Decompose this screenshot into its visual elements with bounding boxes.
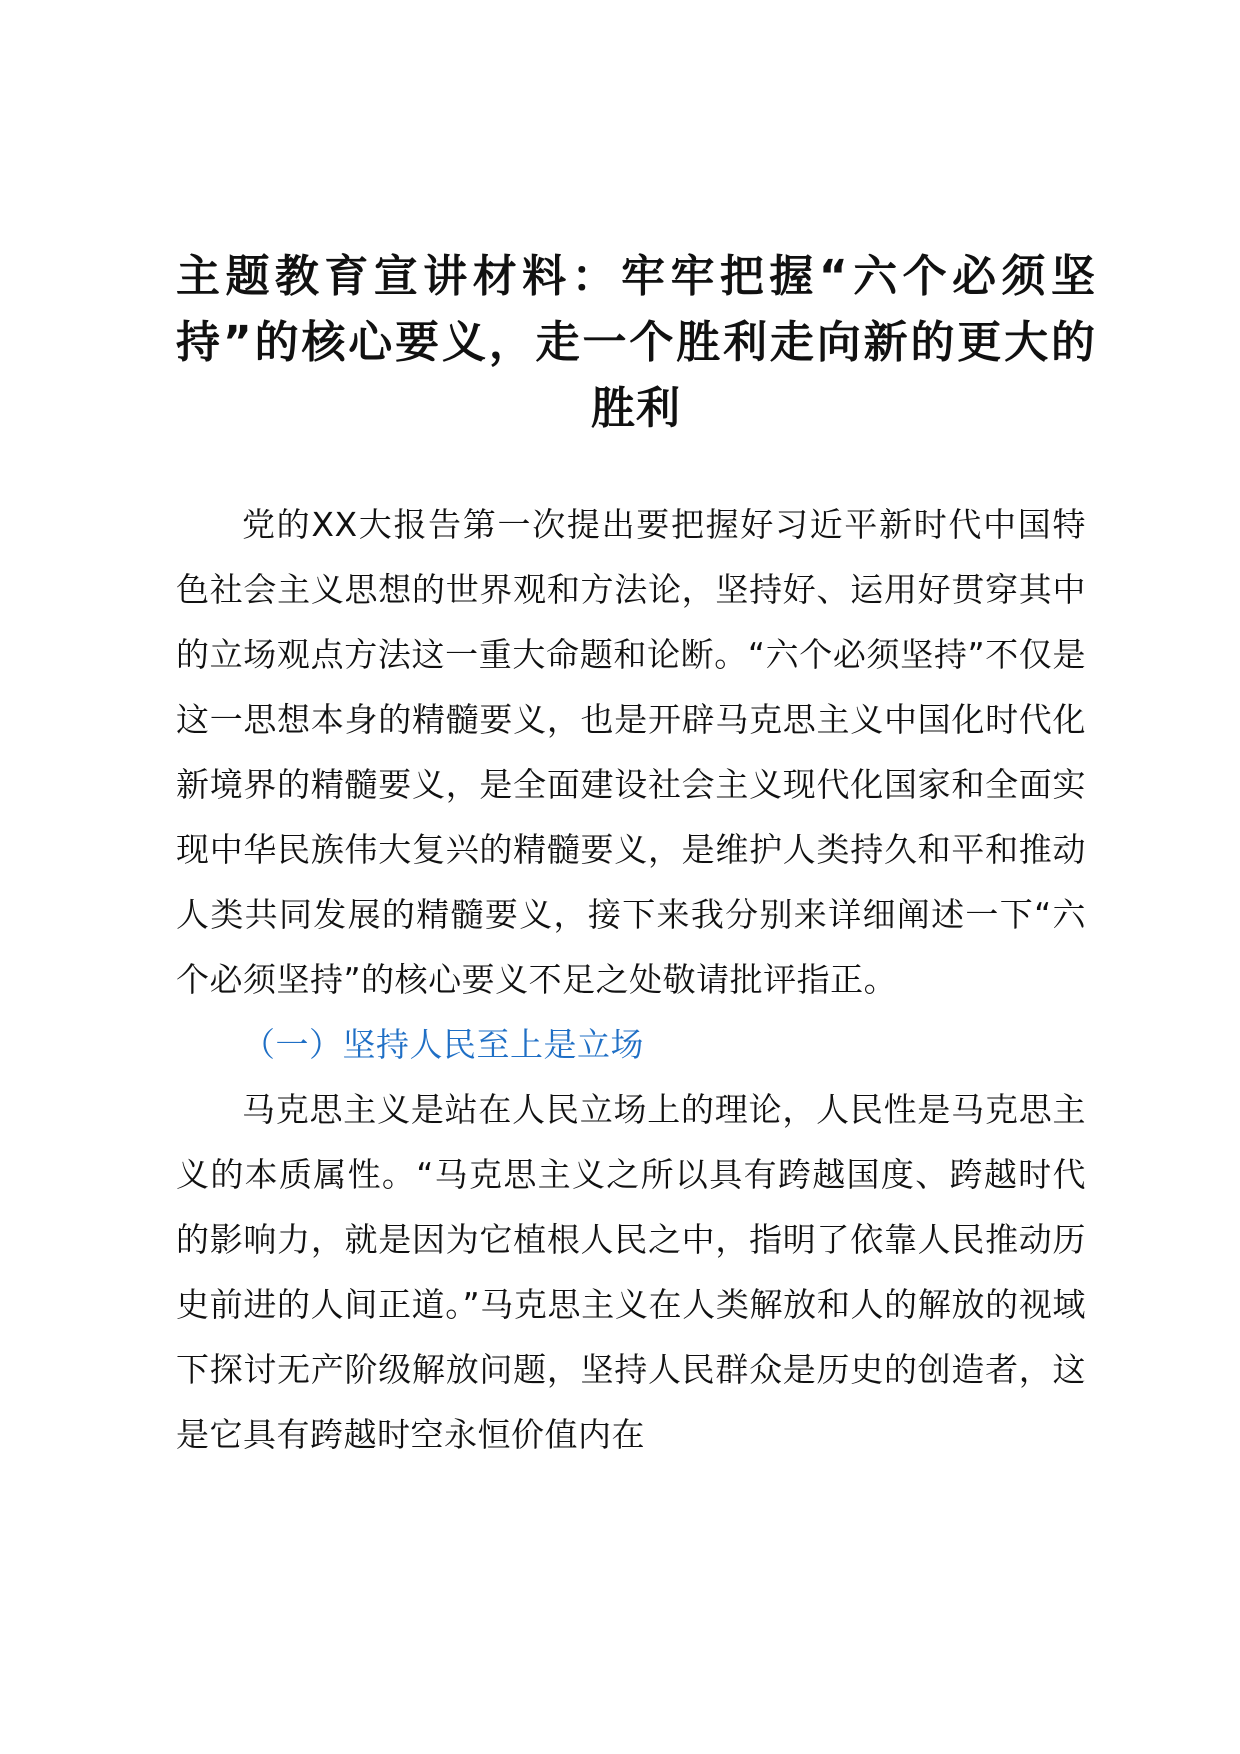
section-heading: （一）坚持人民至上是立场 (242, 1025, 644, 1064)
intro-paragraph: 党的XX大报告第一次提出要把握好习近平新时代中国特色社会主义思想的世界观和方法论，坚持好、运用好贯穿其中的立场观点方法这一重大命题和论断。“六个必须坚持”不仅是这一思想本身的精髓要义，也是开辟马克思主义中国化时代化新境界的精髓要义，是全面建设社会主义现代化国家和全面实现中华民族伟大复兴的精髓要义，是维护人类持久和平和推动人类共同发展的精髓要义，接下来我分别来详细阐述一下“六个必须坚持”的核心要义不足之处敬请批评指正。 (176, 505, 1086, 999)
document-title: 主题教育宣讲材料：牢牢把握“六个必须坚持”的核心要义，走一个胜利走向新的更大的胜利 (176, 251, 1096, 434)
document-body (176, 492, 1086, 1467)
section-paragraph: 马克思主义是站在人民立场上的理论，人民性是马克思主义的本质属性。“马克思主义之所以具有跨越国度、跨越时代的影响力，就是因为它植根人民之中，指明了依靠人民推动历史前进的人间正道。”马克思主义在人类解放和人的解放的视域下探讨无产阶级解放问题，坚持人民群众是历史的创造者，这是它具有跨越时空永恒价值内在 (176, 1090, 1086, 1454)
